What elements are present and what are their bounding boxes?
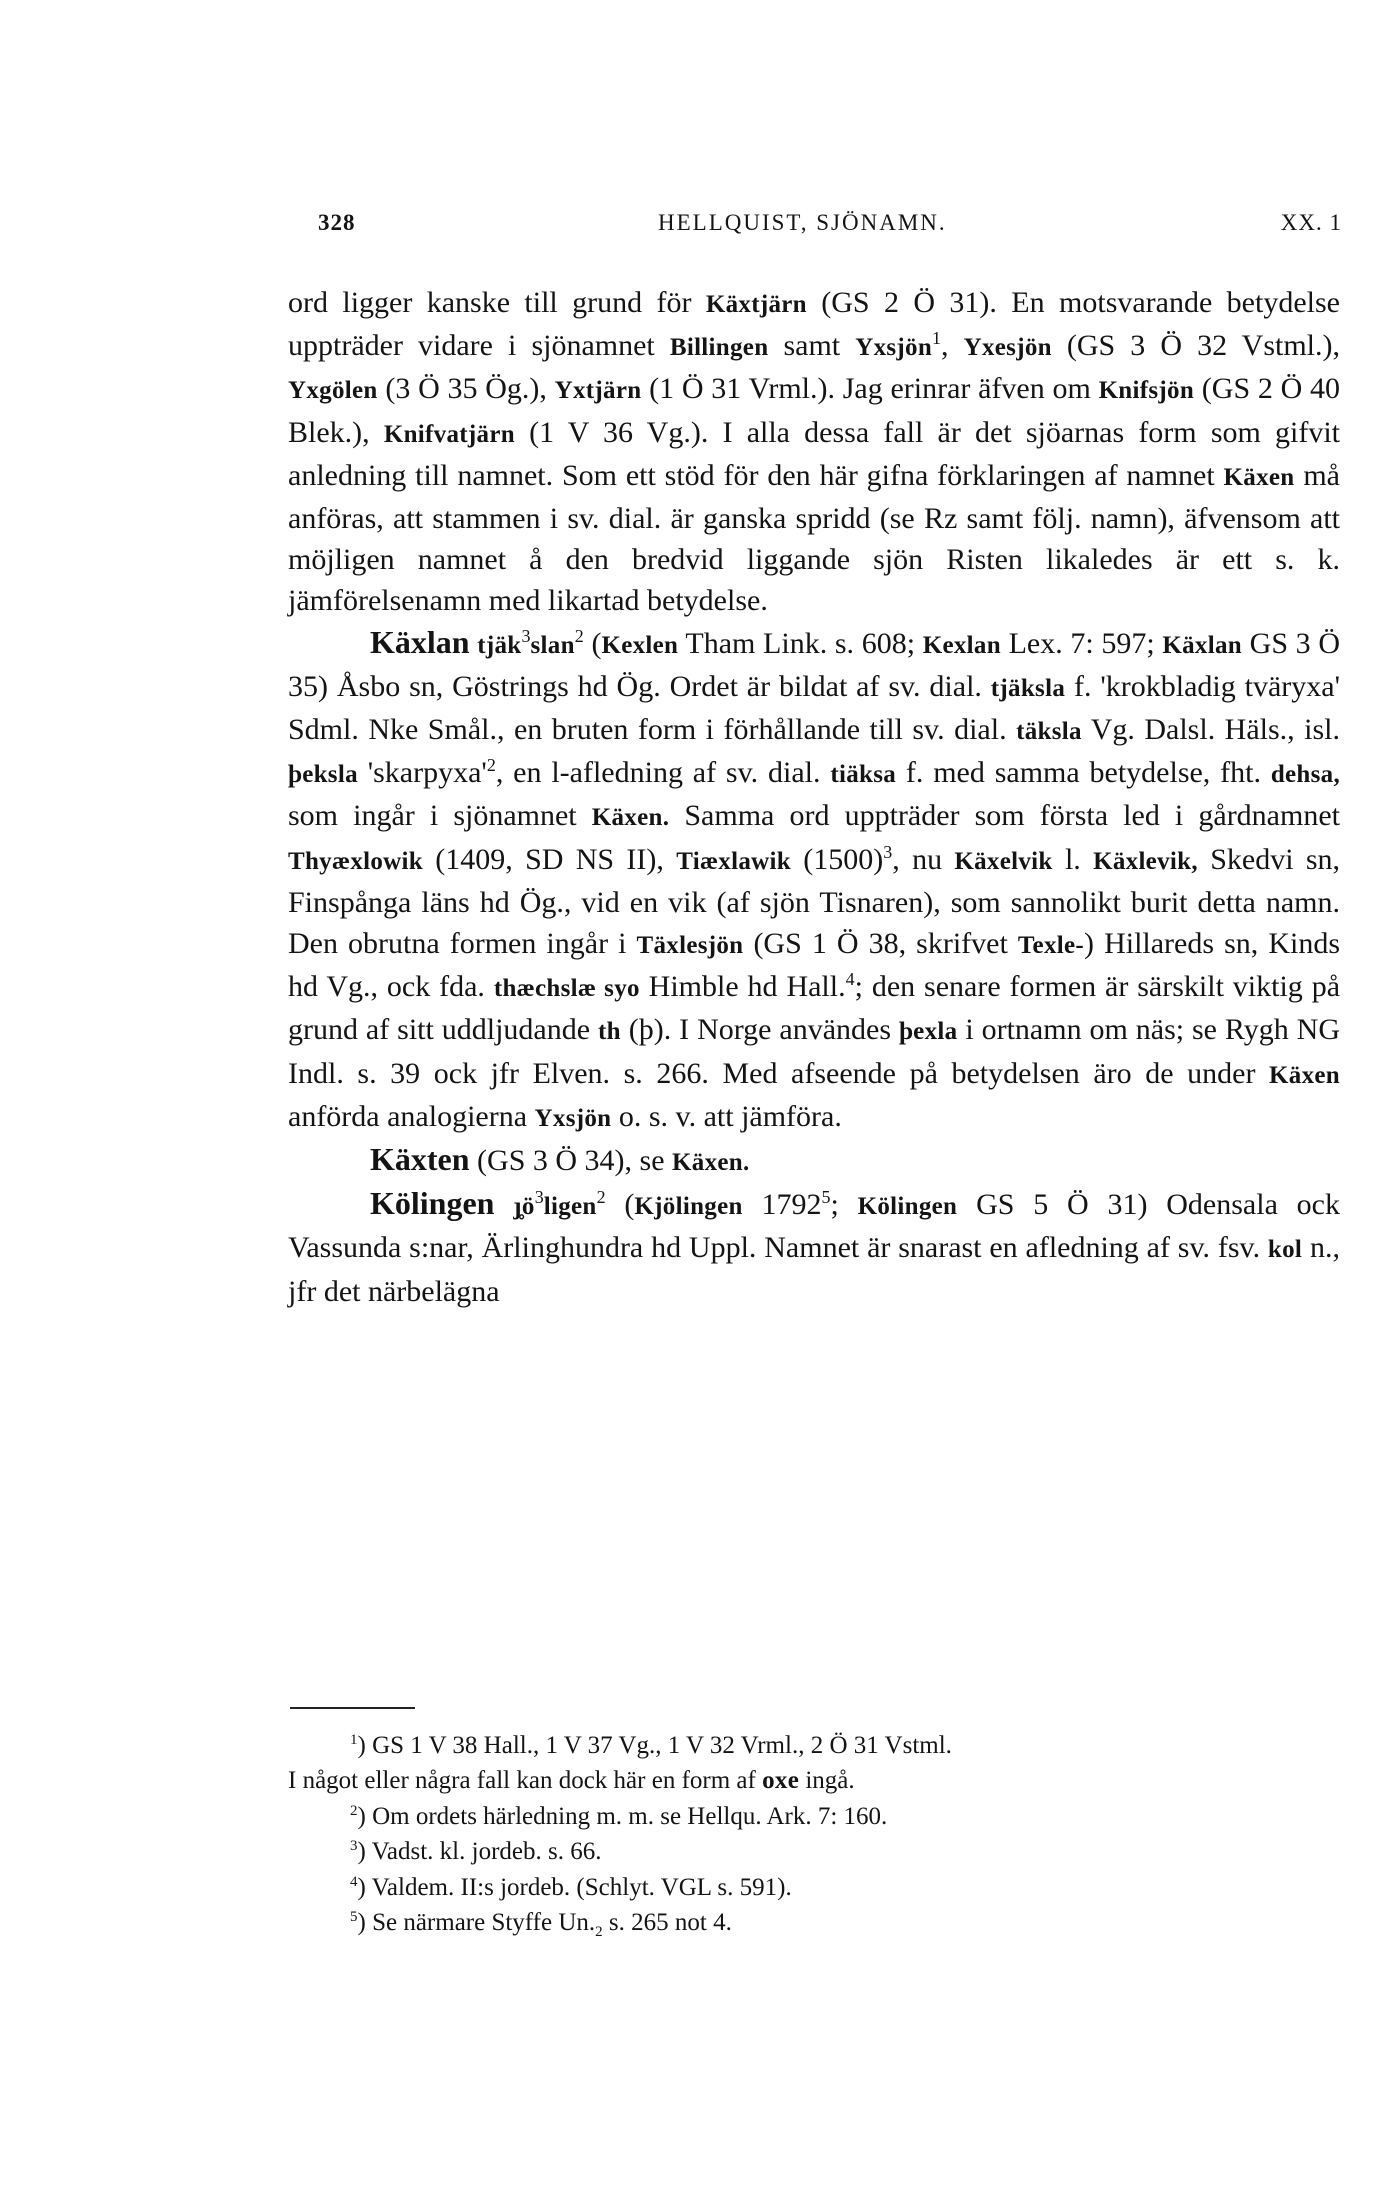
text-run: Vg. Dalsl. Häls., isl. [1081, 713, 1340, 747]
text-run: ) Hillareds sn, Kinds hd Vg., ock fda. [288, 927, 1341, 1004]
text-run: (GS 3 Ö 32 Vstml.), [1051, 329, 1340, 363]
text-run: ) Se närmare Styffe Un. [357, 1909, 596, 1937]
text-run: 1792 [742, 1188, 822, 1222]
text-run: samt [768, 329, 856, 363]
text-run: (1500) [790, 842, 884, 876]
text-run: , nu [892, 842, 955, 876]
text-run: ; [830, 1188, 858, 1222]
name-form: þeksla [288, 761, 358, 789]
name-form: Käxen. [672, 1149, 750, 1177]
text-run: ( [605, 1188, 635, 1222]
dictionary-entry [288, 1183, 1340, 1312]
name-form: dehsa, [1270, 761, 1341, 789]
name-form: Käxtjärn [705, 291, 807, 318]
name-form: þexla [898, 1018, 958, 1046]
name-form: Kölingen [857, 1193, 958, 1221]
text-run: (GS 2 Ö 40 Blek.), [288, 372, 1340, 449]
text-run: f. med samma betydelse, fht. [896, 756, 1271, 790]
dictionary-entry [288, 622, 1340, 1139]
name-form: Knifvatjärn [383, 420, 515, 448]
name-form: tjäk [477, 631, 522, 659]
footnote-mark: 4 [845, 969, 855, 990]
text-run: Samma ord uppträder som första led i gårdnamnet [669, 799, 1340, 833]
name-form: ligen [543, 1193, 597, 1221]
body-text [288, 282, 1340, 1312]
footnote [288, 1905, 1340, 1940]
text-run: GS 5 Ö 31) Odensala ock Vassunda s:nar, Ärlinghundra hd Uppl. Namnet är snarast en afledning af sv. fsv. [288, 1188, 1340, 1265]
name-form: Käxen [1269, 1061, 1340, 1089]
name-form: kol [1267, 1236, 1303, 1264]
text-run: ) GS 1 V 38 Hall., 1 V 37 Vg., 1 V 32 Vrml., 2 Ö 31 Vstml. [357, 1732, 952, 1759]
entry-headword: Käxlan [370, 623, 470, 660]
name-form: Knifsjön [1098, 377, 1195, 405]
name-form: th [597, 1018, 621, 1046]
text-run: s. 265 not 4. [602, 1909, 732, 1937]
text-run: (3 Ö 35 Ög.), [377, 372, 555, 406]
footnote-mark: 3 [534, 1187, 544, 1208]
footnote-mark: 3 [521, 625, 531, 646]
subscript: 2 [595, 1924, 603, 1941]
name-form: täksla [1016, 718, 1082, 746]
footnote [288, 1870, 1340, 1905]
text-run: 'skarpyxa' [357, 756, 487, 790]
text-run: ) Om ordets härledning m. m. se Hellqu. Ark. 7: 160. [357, 1802, 888, 1830]
text-run: Tham Link. s. 608; [678, 626, 923, 660]
text-run: ; den senare formen är särskilt viktig på grund af sitt uddljudande [288, 970, 1341, 1047]
name-form: Texle- [1017, 932, 1085, 960]
name-form: thæchslæ syo [493, 975, 640, 1003]
text-run: GS 3 Ö 35) Åsbo sn, Göstrings hd Ög. Ordet är bildat af sv. dial. [288, 626, 1341, 703]
name-form: Yxsjön [855, 334, 933, 362]
running-header [318, 210, 1342, 250]
name-form: Yxtjärn [554, 377, 642, 405]
name-form: oxe [762, 1767, 800, 1795]
section-number: XX. 1 [1280, 210, 1342, 235]
name-form: Käxen [1223, 463, 1295, 491]
name-form: Kjölingen [634, 1193, 743, 1221]
name-form: Tiæxlawik [676, 847, 791, 875]
text-run: , en l-afledning af sv. dial. [495, 756, 831, 790]
text-run: (GS 2 Ö 31). En motsvarande betydelse uppträder vidare i sjönamnet [288, 286, 1340, 363]
text-run: ) Valdem. II:s jordeb. (Schlyt. VGL s. 591). [357, 1873, 792, 1901]
name-form: tiäksa [830, 761, 897, 789]
name-form: Billingen [669, 334, 769, 362]
text-run: må anföras, att stammen i sv. dial. är ganska spridd (se Rz samt följ. namn), äfvensom att möjligen namnet å den bredvid liggande sjön Risten likaledes är ett s. k. jämförelsenamn med likartad betydelse. [288, 458, 1340, 618]
text-run: ord ligger kanske till grund för [288, 286, 706, 319]
footnote-mark: 3 [350, 1838, 358, 1855]
text-run [494, 1188, 513, 1221]
text-run: anförda analogierna [288, 1099, 535, 1133]
text-run: som ingår i sjönamnet [288, 799, 592, 833]
name-form: Yxsjön [534, 1104, 612, 1132]
entry-headword: Käxten [370, 1141, 470, 1178]
text-run: ) Vadst. kl. jordeb. s. 66. [357, 1838, 602, 1866]
text-run: o. s. v. att jämföra. [611, 1099, 842, 1133]
text-run: (GS 3 Ö 34), se [469, 1144, 673, 1178]
footnote-rule [290, 1707, 415, 1709]
footnote-mark: 2 [486, 755, 496, 776]
footnote-mark: 5 [821, 1187, 831, 1208]
text-run: Skedvi sn, Finspånga läns hd Ög., vid en vik (af sjön Tisnaren), som sannolikt burit detta namn. Den obrutna formen ingår i [288, 842, 1341, 961]
footnotes [288, 1728, 1340, 1940]
text-run: (þ). I Norge användes [620, 1013, 899, 1047]
name-form: Käxelvik [954, 847, 1053, 875]
text-run: i ortnamn om näs; se Rygh NG Indl. s. 39 ock jfr Elven. s. 266. Med afseende på betydelsen äro de under [288, 1013, 1340, 1090]
name-form: Kexlan [922, 631, 1001, 659]
dictionary-entry [288, 1139, 1340, 1183]
text-run: n., jfr det närbelägna [288, 1231, 1341, 1308]
text-run: Himble hd Hall. [639, 970, 846, 1004]
footnote-mark: 1 [350, 1732, 358, 1748]
footnote-mark: 4 [350, 1873, 358, 1890]
text-run: ( [583, 626, 602, 660]
text-run: , [941, 329, 964, 363]
page-number: 328 [318, 210, 356, 235]
name-form: tjäksla [990, 674, 1066, 702]
footnote-mark: 2 [596, 1187, 606, 1208]
name-form: ȷ̥ö [513, 1193, 535, 1221]
entry-headword: Kölingen [370, 1185, 495, 1222]
text-run: Lex. 7: 597; [1000, 626, 1163, 660]
footnote [288, 1834, 1340, 1869]
name-form: Täxlesjön [636, 932, 744, 960]
footnote-mark: 1 [932, 328, 942, 349]
footnote-mark: 2 [574, 625, 584, 646]
paragraph [288, 282, 1340, 622]
name-form: Yxesjön [963, 334, 1052, 362]
name-form: Käxlan [1162, 631, 1242, 659]
footnote [288, 1763, 1340, 1798]
text-run: (1 V 36 Vg.). I alla dessa fall är det sjöarnas form som gifvit anledning till namnet. Som ett stöd för den här gifna förklaringen af namnet [288, 415, 1341, 492]
name-form: Käxen. [591, 804, 670, 832]
text-run: (1 Ö 31 Vrml.). Jag erinrar äfven om [641, 372, 1099, 406]
text-run: f. 'krokbladig tväryxa' Sdml. Nke Smål., en bruten form i förhållande till sv. dial. [288, 669, 1340, 747]
text-run: l. [1052, 842, 1094, 876]
footnote-mark: 2 [350, 1802, 358, 1819]
name-form: Kexlen [601, 631, 679, 659]
name-form: Thyæxlowik [288, 847, 423, 875]
footnote-mark: 5 [350, 1909, 358, 1926]
text-run: ingå. [799, 1767, 855, 1795]
text-run: I något eller några fall kan dock här en form af [288, 1767, 763, 1795]
text-run: (GS 1 Ö 38, skrifvet [743, 927, 1018, 961]
name-form: Käxlevik, [1093, 847, 1198, 875]
name-form: Yxgölen [288, 377, 378, 405]
footnote [288, 1799, 1340, 1834]
text-run: (1409, SD NS II), [422, 842, 677, 876]
running-title: HELLQUIST, SJÖNAMN. [658, 210, 947, 235]
name-form: slan [530, 631, 575, 659]
footnote-mark: 3 [883, 841, 893, 862]
footnote [288, 1728, 1340, 1763]
